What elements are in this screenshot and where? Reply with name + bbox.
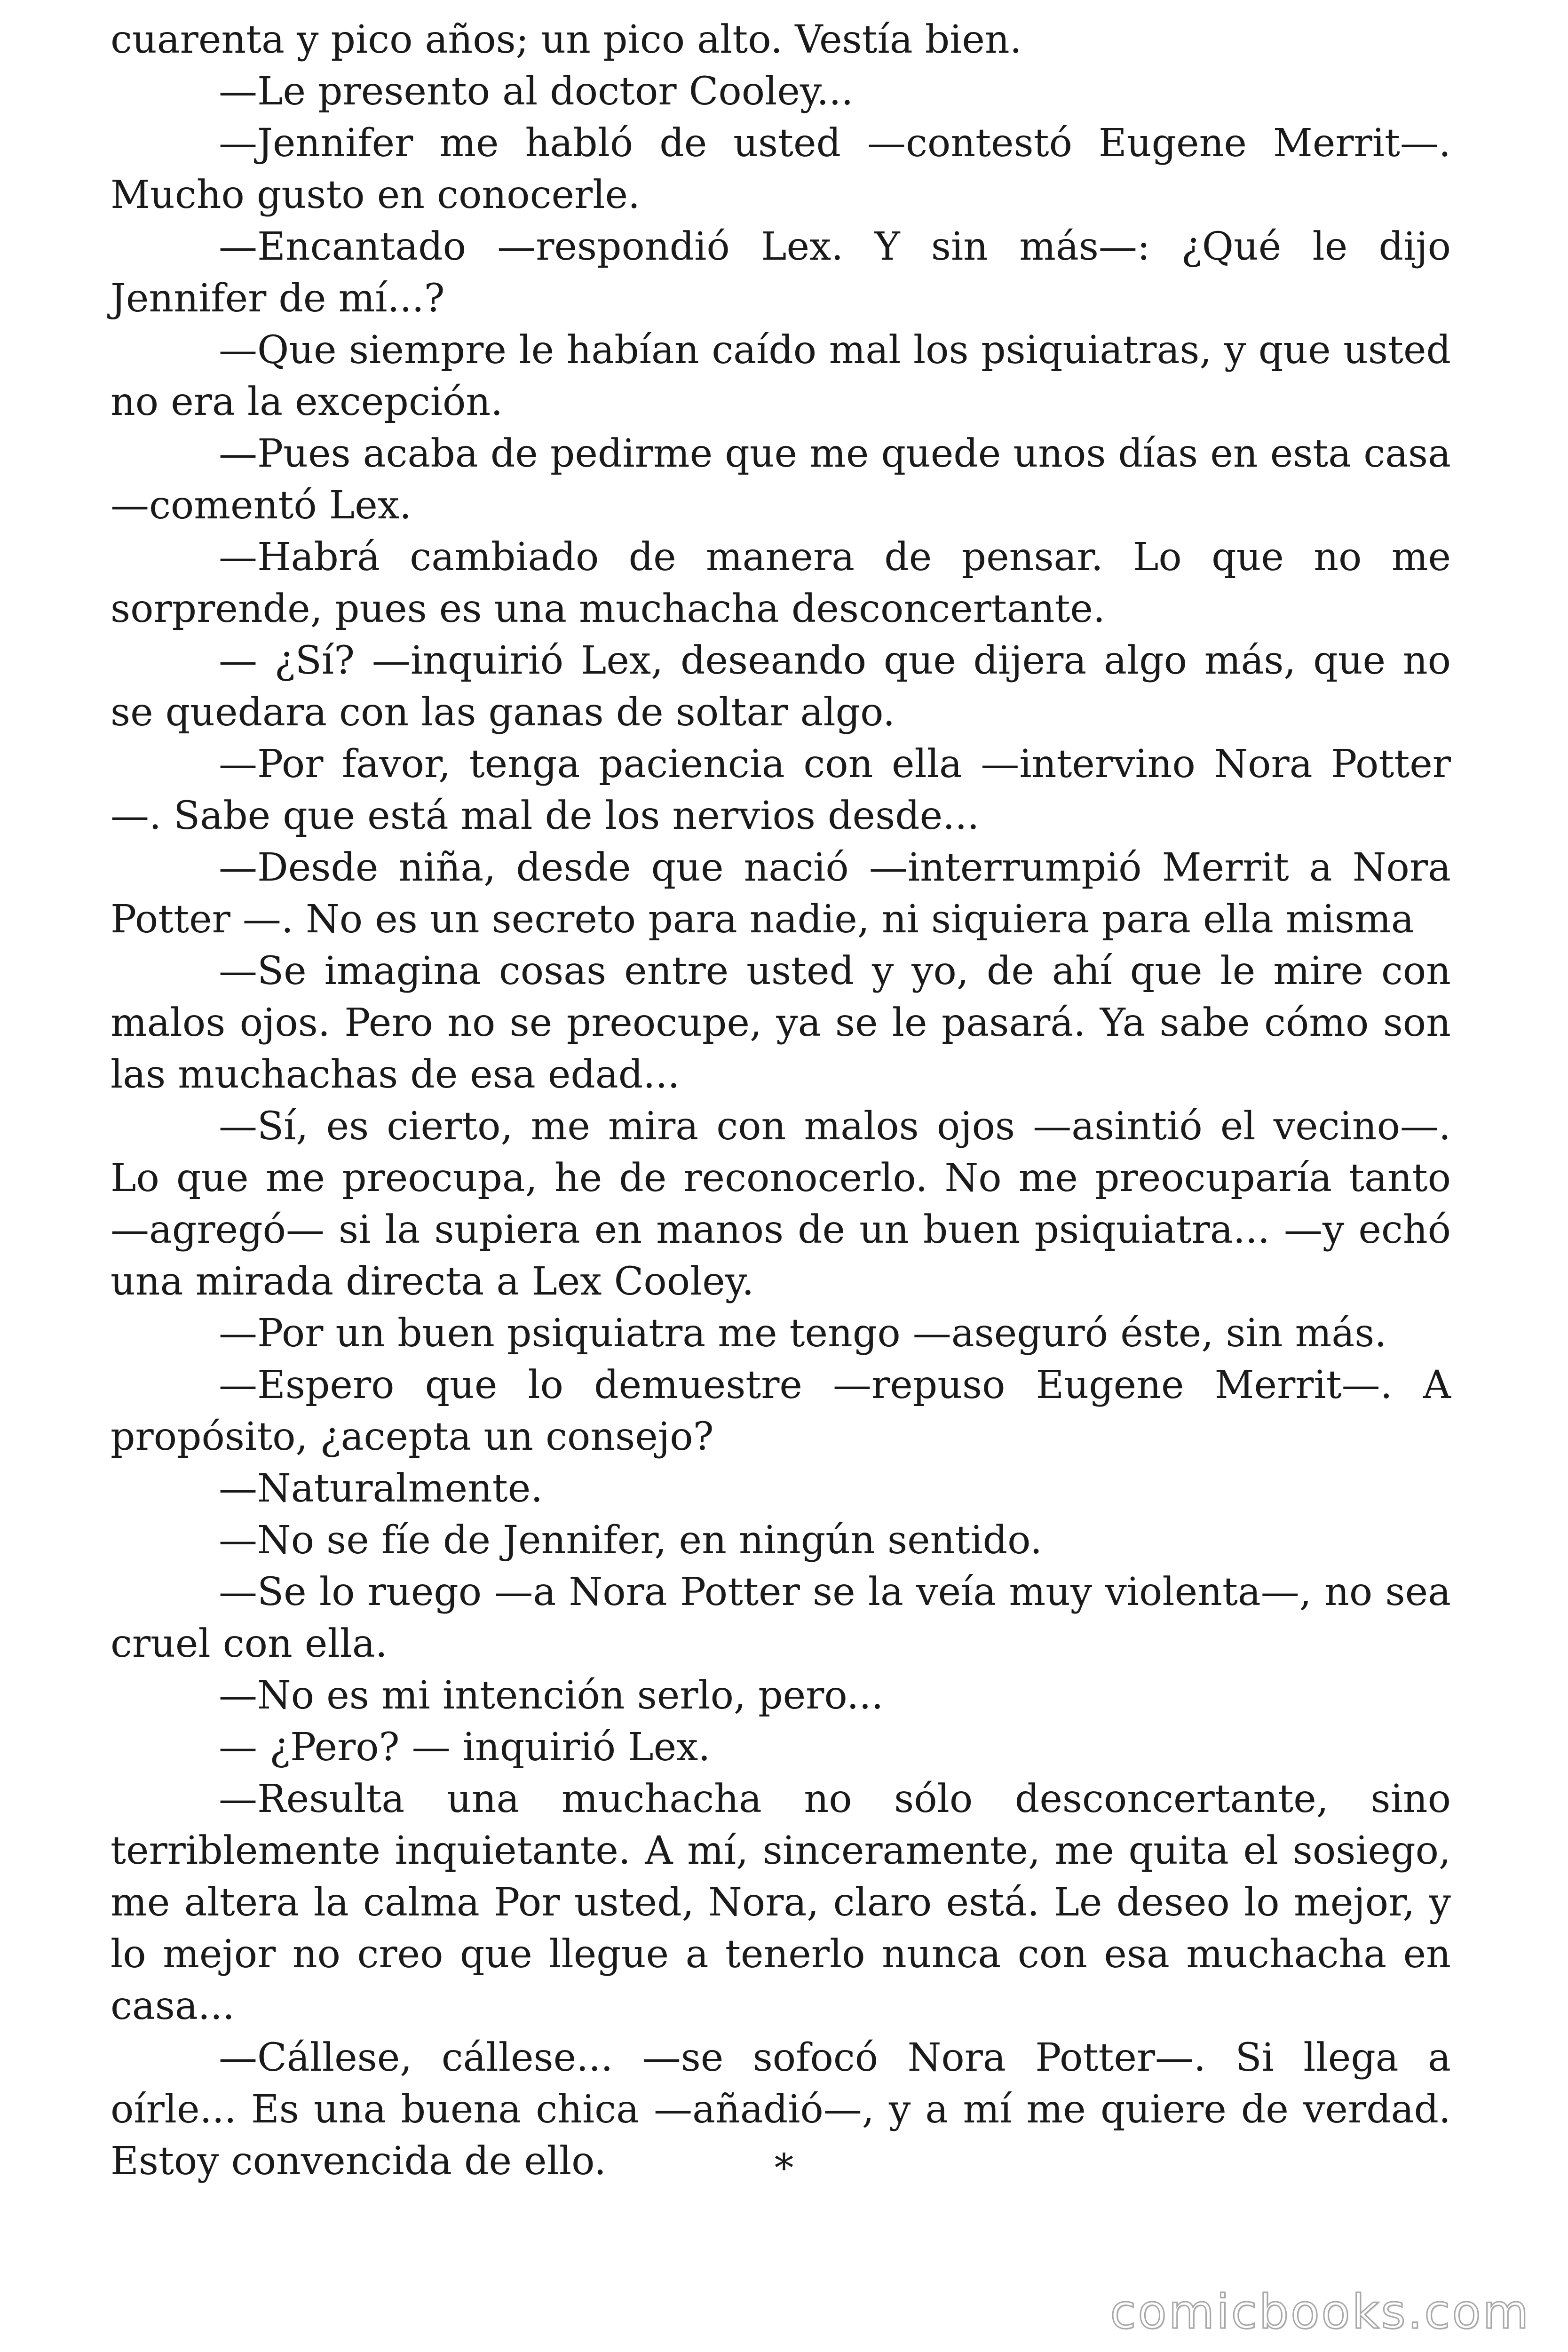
- paragraph: —Cállese, cállese... —se sofocó Nora Potter—. Si llega a oírle... Es una buena chica —añadió—, y a mí me quiere de verdad. Estoy convencida de ello.: [111, 2035, 1451, 2184]
- paragraph: —Encantado —respondió Lex. Y sin más—: ¿Qué le dijo Jennifer de mí...?: [111, 224, 1451, 321]
- paragraph: —Resulta una muchacha no sólo desconcertante, sino terriblemente inquietante. A mí, sinceramente, me quita el sosiego, me altera la calma Por usted, Nora, claro está. Le deseo lo mejor, y lo mejor no creo que llegue a tenerlo nunca con esa muchacha en casa...: [111, 1777, 1451, 2028]
- paragraph: —Se lo ruego —a Nora Potter se la veía muy violenta—, no sea cruel con ella.: [111, 1570, 1451, 1666]
- paragraph: —No es mi intención serlo, pero...: [219, 1673, 884, 1718]
- paragraph: — ¿Pero? — inquirió Lex.: [219, 1725, 711, 1770]
- paragraph: —No se fíe de Jennifer, en ningún sentido.: [219, 1518, 1043, 1563]
- section-separator: *: [774, 2146, 794, 2191]
- paragraph: cuarenta y pico años; un pico alto. Vestía bien.: [111, 17, 1022, 62]
- paragraph: —Pues acaba de pedirme que me quede unos días en esta casa —comentó Lex.: [111, 431, 1451, 528]
- paragraph: —Le presento al doctor Cooley...: [219, 69, 854, 114]
- paragraph: —Por un buen psiquiatra me tengo —aseguró éste, sin más.: [219, 1311, 1387, 1356]
- paragraph: —Que siempre le habían caído mal los psiquiatras, y que usted no era la excepción.: [111, 328, 1451, 424]
- paragraph: —Habrá cambiado de manera de pensar. Lo que no me sorprende, pues es una muchacha desconcertante.: [111, 535, 1451, 631]
- paragraph: — ¿Sí? —inquirió Lex, deseando que dijera algo más, que no se quedara con las ganas de soltar algo.: [111, 638, 1451, 735]
- paragraph: —Se imagina cosas entre usted y yo, de ahí que le mire con malos ojos. Pero no se preocupe, ya se le pasará. Ya sabe cómo son las muchachas de esa edad...: [111, 949, 1451, 1097]
- paragraph: —Naturalmente.: [219, 1466, 543, 1511]
- paragraph: —Por favor, tenga paciencia con ella —intervino Nora Potter—. Sabe que está mal de los nervios desde...: [111, 742, 1451, 838]
- page-body: [111, 14, 1451, 2187]
- paragraph: —Espero que lo demuestre —repuso Eugene Merrit—. A propósito, ¿acepta un consejo?: [111, 1363, 1451, 1459]
- paragraph: —Desde niña, desde que nació —interrumpió Merrit a Nora Potter —. No es un secreto para nadie, ni siquiera para ella misma: [111, 845, 1451, 942]
- paragraph: —Jennifer me habló de usted —contestó Eugene Merrit—. Mucho gusto en conocerle.: [111, 121, 1451, 217]
- watermark: comicbooks.com: [1110, 2284, 1530, 2339]
- text-body: [111, 14, 1451, 2187]
- paragraph: —Sí, es cierto, me mira con malos ojos —asintió el vecino—. Lo que me preocupa, he de reconocerlo. No me preocuparía tanto —agregó— si la supiera en manos de un buen psiquiatra... —y echó una mirada directa a Lex Cooley.: [111, 1104, 1451, 1304]
